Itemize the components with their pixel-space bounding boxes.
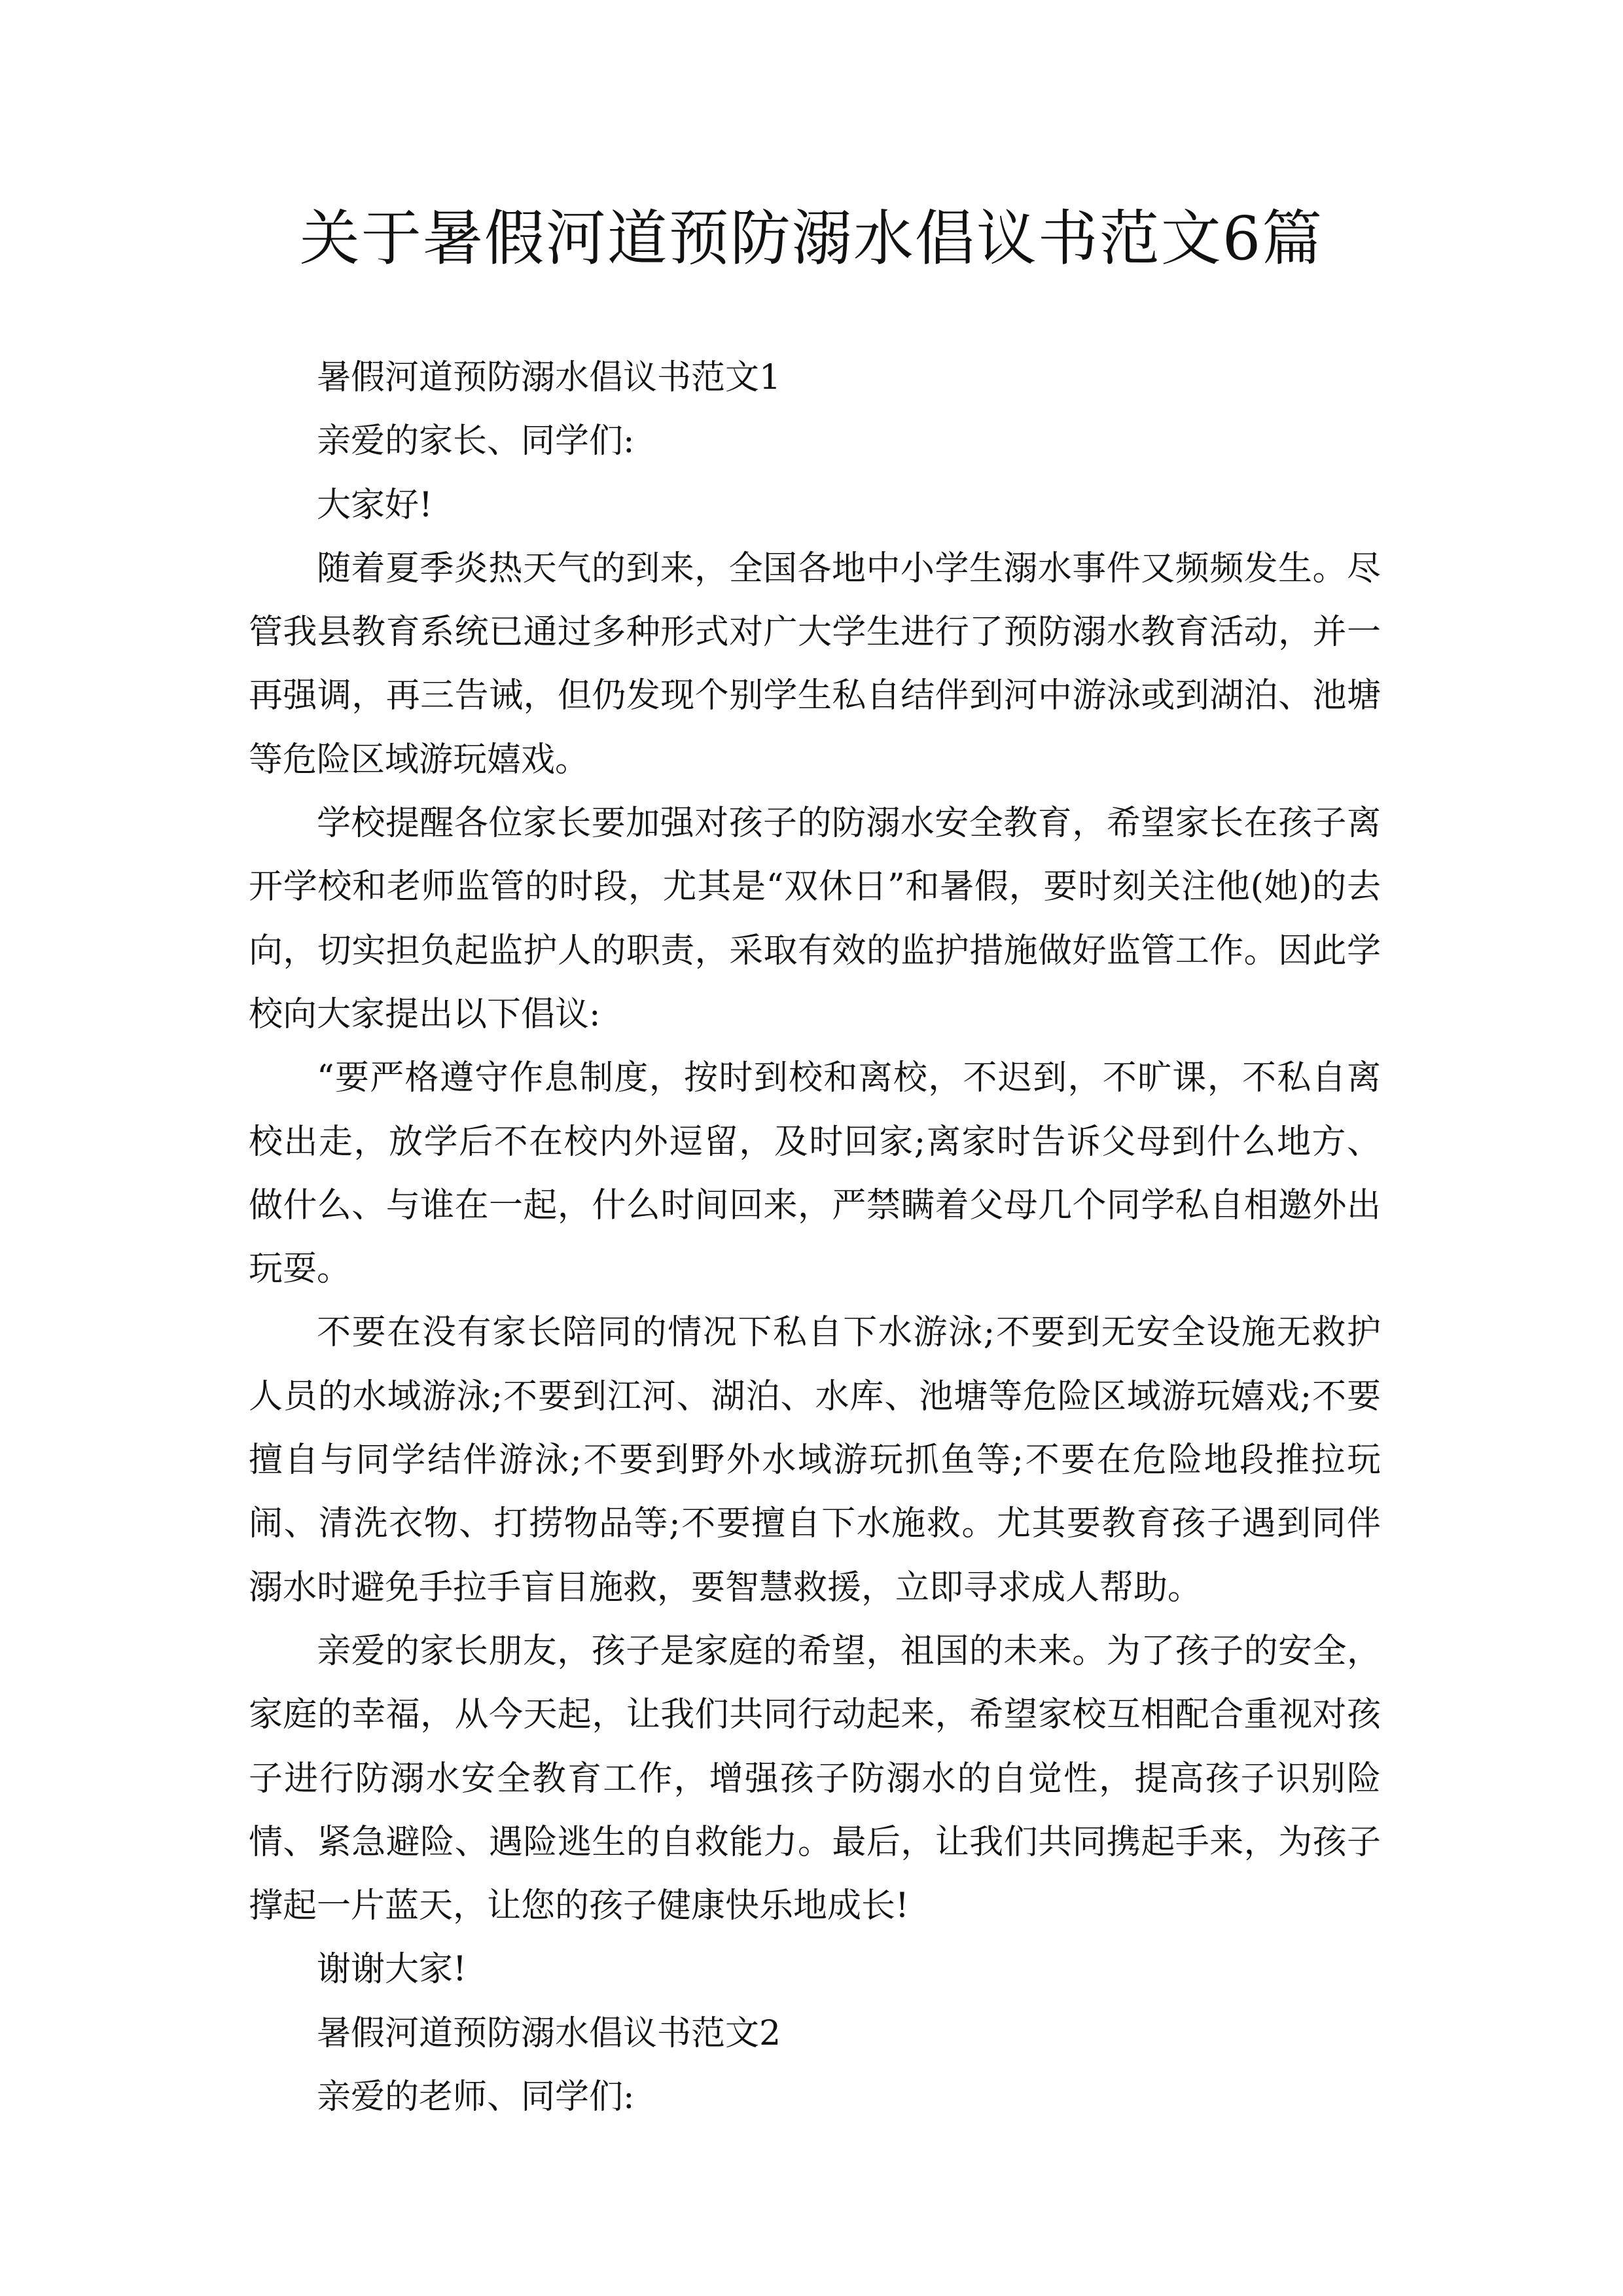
document-body <box>249 346 1381 2129</box>
paragraph: “要严格遵守作息制度，按时到校和离校，不迟到，不旷课，不私自离校出走，放学后不在校内外逗留，及时回家;离家时告诉父母到什么地方、做什么、与谁在一起，什么时间回来，严禁瞒着父母几个同学私自相邀外出玩耍。 <box>249 1058 1381 1289</box>
paragraph: 亲爱的家长朋友，孩子是家庭的希望，祖国的未来。为了孩子的安全，家庭的幸福，从今天起，让我们共同行动起来，希望家校互相配合重视对孩子进行防溺水安全教育工作，增强孩子防溺水的自觉性，提高孩子识别险情、紧急避险、遇险逃生的自救能力。最后，让我们共同携起手来，为孩子撑起一片蓝天，让您的孩子健康快乐地成长! <box>249 1631 1381 1926</box>
paragraph: 不要在没有家长陪同的情况下私自下水游泳;不要到无安全设施无救护人员的水域游泳;不要到江河、湖泊、水库、池塘等危险区域游玩嬉戏;不要擅自与同学结伴游泳;不要到野外水域游玩抓鱼等;不要在危险地段推拉玩闹、清洗衣物、打捞物品等;不要擅自下水施救。尤其要教育孩子遇到同伴溺水时避免手拉手盲目施救，要智慧救援，立即寻求成人帮助。 <box>249 1313 1381 1607</box>
section-heading: 暑假河道预防溺水倡议书范文1 <box>317 358 781 397</box>
salutation: 亲爱的家长、同学们: <box>317 422 635 461</box>
paragraph: 学校提醒各位家长要加强对孩子的防溺水安全教育，希望家长在孩子离开学校和老师监管的时段，尤其是“双休日”和暑假，要时刻关注他(她)的去向，切实担负起监护人的职责，采取有效的监护措施做好监管工作。因此学校向大家提出以下倡议: <box>249 804 1381 1034</box>
greeting: 大家好! <box>317 485 433 525</box>
paragraph: 随着夏季炎热天气的到来，全国各地中小学生溺水事件又频频发生。尽管我县教育系统已通过多种形式对广大学生进行了预防溺水教育活动，并一再强调，再三告诫，但仍发现个别学生私自结伴到河中游泳或到湖泊、池塘等危险区域游玩嬉戏。 <box>249 548 1381 780</box>
closing: 谢谢大家! <box>317 1950 467 1990</box>
document-title: 关于暑假河道预防溺水倡议书范文6篇 <box>299 204 1324 274</box>
salutation: 亲爱的老师、同学们: <box>317 2077 635 2117</box>
section-heading: 暑假河道预防溺水倡议书范文2 <box>317 2013 781 2053</box>
